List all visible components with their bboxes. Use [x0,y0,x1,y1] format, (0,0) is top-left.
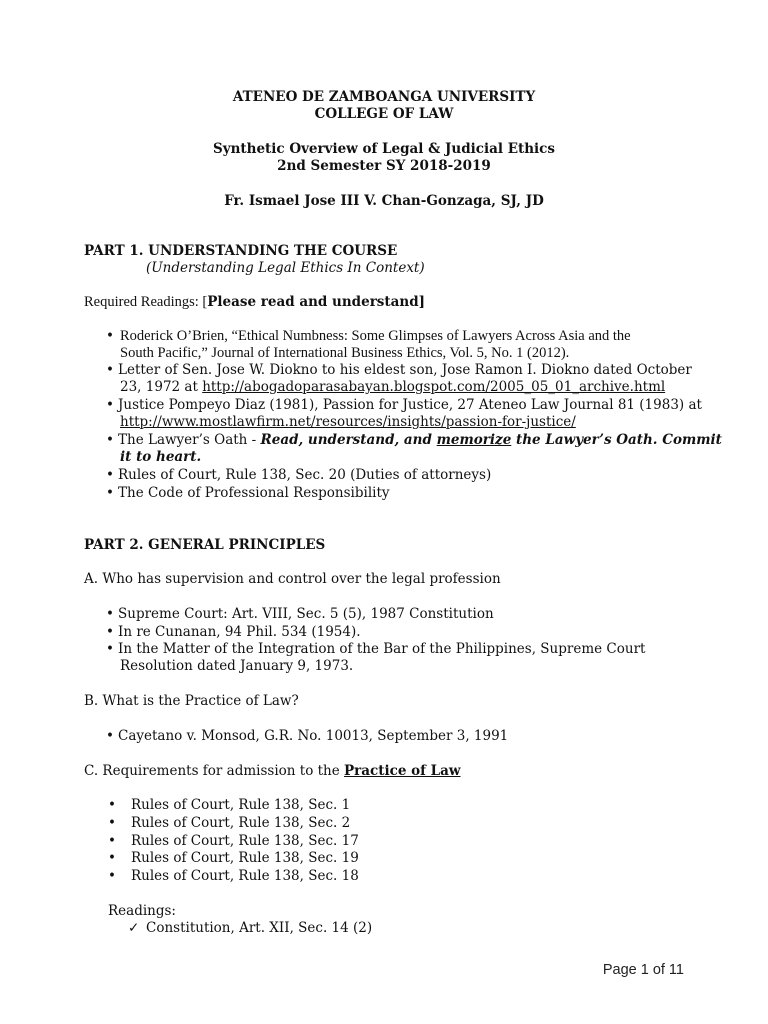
reading-obrien-line2: South Pacific,” Journal of International Business Ethics, Vol. 5, No. 1 (2012). [120,345,570,361]
university-name: ATENEO DE ZAMBOANGA UNIVERSITY [232,89,536,105]
part1-subtitle: (Understanding Legal Ethics In Context) [146,260,425,276]
bullet-icon: • [108,815,116,831]
bullet-icon: • [108,797,116,813]
reading-rule138-sec19: Rules of Court, Rule 138, Sec. 19 [131,850,359,866]
reading-rules-138-sec20: Rules of Court, Rule 138, Sec. 20 (Duties of attorneys) [118,467,492,483]
diokno-letter-link[interactable]: http://abogadoparasabayan.blogspot.com/2005_05_01_archive.html [202,379,666,395]
bullet-icon: • [106,641,114,657]
page-number: Page 1 of 11 [602,962,684,978]
bullet-icon: • [108,868,116,884]
reading-cunanan: In re Cunanan, 94 Phil. 534 (1954). [118,624,361,640]
reading-rule138-sec1: Rules of Court, Rule 138, Sec. 1 [131,797,351,813]
reading-rule138-sec18: Rules of Court, Rule 138, Sec. 18 [131,868,359,884]
bullet-icon: • [106,397,114,413]
readings-label: Readings: [108,903,176,919]
reading-constitution-art12: Constitution, Art. XII, Sec. 14 (2) [146,920,373,936]
reading-diokno-line1: Letter of Sen. Jose W. Diokno to his eldest son, Jose Ramon I. Diokno dated October [118,362,692,378]
section-a-heading: A. Who has supervision and control over the legal profession [84,571,501,587]
part1-readings-label: Required Readings: [Please read and understand] [84,294,426,310]
reading-supreme-court: Supreme Court: Art. VIII, Sec. 5 (5), 1987 Constitution [118,606,494,622]
reading-cayetano: Cayetano v. Monsod, G.R. No. 10013, September 3, 1991 [118,728,509,744]
section-b-heading: B. What is the Practice of Law? [84,693,299,709]
reading-diokno-line2: 23, 1972 at http://abogadoparasabayan.blogspot.com/2005_05_01_archive.html [120,379,666,395]
bullet-icon: • [106,728,114,744]
check-icon: ✓ [128,920,140,936]
part1-title: PART 1. UNDERSTANDING THE COURSE [84,243,398,259]
course-title: Synthetic Overview of Legal & Judicial Ethics [212,141,555,157]
bullet-icon: • [106,606,114,622]
bullet-icon: • [106,467,114,483]
reading-lawyers-oath: The Lawyer’s Oath - Read, understand, and memorize the Lawyer’s Oath. Commit [118,432,722,448]
instructor-name: Fr. Ismael Jose III V. Chan-Gonzaga, SJ, JD [224,193,544,209]
bullet-icon: • [106,328,114,344]
reading-diaz-line1: Justice Pompeyo Diaz (1981), Passion for Justice, 27 Ateneo Law Journal 81 (1983) at [118,397,702,413]
part2-title: PART 2. GENERAL PRINCIPLES [84,537,326,553]
bullet-icon: • [106,432,114,448]
bullet-icon: • [106,485,114,501]
diaz-passion-link[interactable]: http://www.mostlawfirm.net/resources/insights/passion-for-justice/ [120,414,576,430]
bullet-icon: • [106,624,114,640]
bullet-icon: • [106,362,114,378]
section-c-heading: C. Requirements for admission to the Practice of Law [84,763,461,779]
reading-obrien-line1: Roderick O’Brien, “Ethical Numbness: Some Glimpses of Lawyers Across Asia and the [120,328,631,344]
reading-rule138-sec2: Rules of Court, Rule 138, Sec. 2 [131,815,351,831]
bullet-icon: • [108,833,116,849]
bullet-icon: • [108,850,116,866]
semester: 2nd Semester SY 2018-2019 [277,158,491,174]
reading-ibp-line1: In the Matter of the Integration of the Bar of the Philippines, Supreme Court [118,641,646,657]
college-name: COLLEGE OF LAW [314,106,454,122]
reading-code-prof-resp: The Code of Professional Responsibility [118,485,390,501]
reading-ibp-line2: Resolution dated January 9, 1973. [120,658,354,674]
reading-rule138-sec17: Rules of Court, Rule 138, Sec. 17 [131,833,359,849]
reading-lawyers-oath-line2: it to heart. [120,449,202,465]
